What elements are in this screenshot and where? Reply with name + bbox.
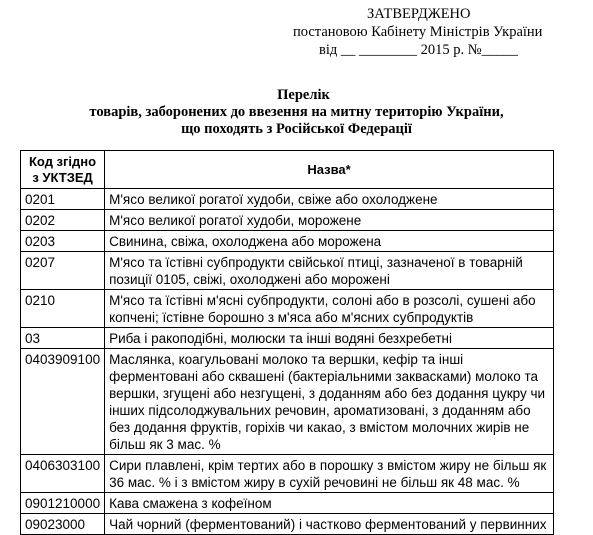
row-code: 0901210000	[21, 493, 105, 514]
column-header-name: Назва*	[105, 151, 554, 189]
row-name: М'ясо великої рогатої худоби, свіже або охолоджене	[105, 189, 554, 210]
table-row	[21, 328, 554, 349]
table-row	[21, 290, 554, 328]
row-name: М'ясо та їстівні субпродукти свійської птиці, зазначеної в товарній позиції 0105, свіжі, охолоджені або морожені	[105, 252, 554, 290]
row-name: М'ясо великої рогатої худоби, морожене	[105, 210, 554, 231]
row-name: Свинина, свіжа, охолоджена або морожена	[105, 231, 554, 252]
table-row	[21, 493, 554, 514]
approval-date-number: від __ ________ 2015 р. №_____	[319, 42, 518, 58]
table-row	[21, 514, 554, 535]
row-name: Кава смажена з кофеїном	[105, 493, 554, 514]
table-row	[21, 349, 554, 455]
row-name: Маслянка, коагульовані молоко та вершки, кефір та інші ферментовані або сквашені (бактеріальними заквасками) молоко та вершки, згущені або незгущені, з доданням або без додання цукру чи інших підсолоджувальних речовин, ароматизовані, з доданням або без додання фруктів, горіхів чи какао, з вмістом молочних жирів не більш як 3 мас. %	[105, 349, 554, 455]
table-row	[21, 252, 554, 290]
row-name: Сири плавлені, крім тертих або в порошку з вмістом жиру не більш як 36 мас. % і з вмістом жиру в сухій речовині не більш як 48 мас. %	[105, 455, 554, 493]
table-header-row	[21, 151, 554, 189]
approval-stamp	[290, 5, 590, 59]
row-name: М'ясо та їстівні м'ясні субпродукти, солоні або в розсолі, сушені або копчені; їстівне борошно з м'яса або м'ясних субпродуктів	[105, 290, 554, 328]
table-row	[21, 189, 554, 210]
row-name: Чай чорний (ферментований) і частково ферментований у первинних	[105, 514, 554, 535]
row-code: 09023000	[21, 514, 105, 535]
row-code: 0202	[21, 210, 105, 231]
heading-subtitle-line1: товарів, заборонених до ввезення на митну територію України,	[89, 104, 504, 120]
approval-title: ЗАТВЕРДЖЕНО	[367, 6, 471, 22]
row-code: 0406303100	[21, 455, 105, 493]
document-heading	[0, 87, 593, 138]
row-code: 03	[21, 328, 105, 349]
row-code: 0403909100	[21, 349, 105, 455]
table-row	[21, 231, 554, 252]
row-code: 0201	[21, 189, 105, 210]
heading-subtitle-line2: що походять з Російської Федерації	[181, 121, 412, 137]
row-code: 0207	[21, 252, 105, 290]
table-row	[21, 455, 554, 493]
column-header-code: Код згідно з УКТЗЕД	[21, 151, 105, 189]
heading-title: Перелік	[277, 87, 330, 103]
table-row	[21, 210, 554, 231]
row-code: 0203	[21, 231, 105, 252]
row-code: 0210	[21, 290, 105, 328]
goods-table	[20, 150, 554, 535]
row-name: Риба і ракоподібні, молюски та інші водяні безхребетні	[105, 328, 554, 349]
approval-resolution: постановою Кабінету Міністрів України	[293, 24, 543, 40]
